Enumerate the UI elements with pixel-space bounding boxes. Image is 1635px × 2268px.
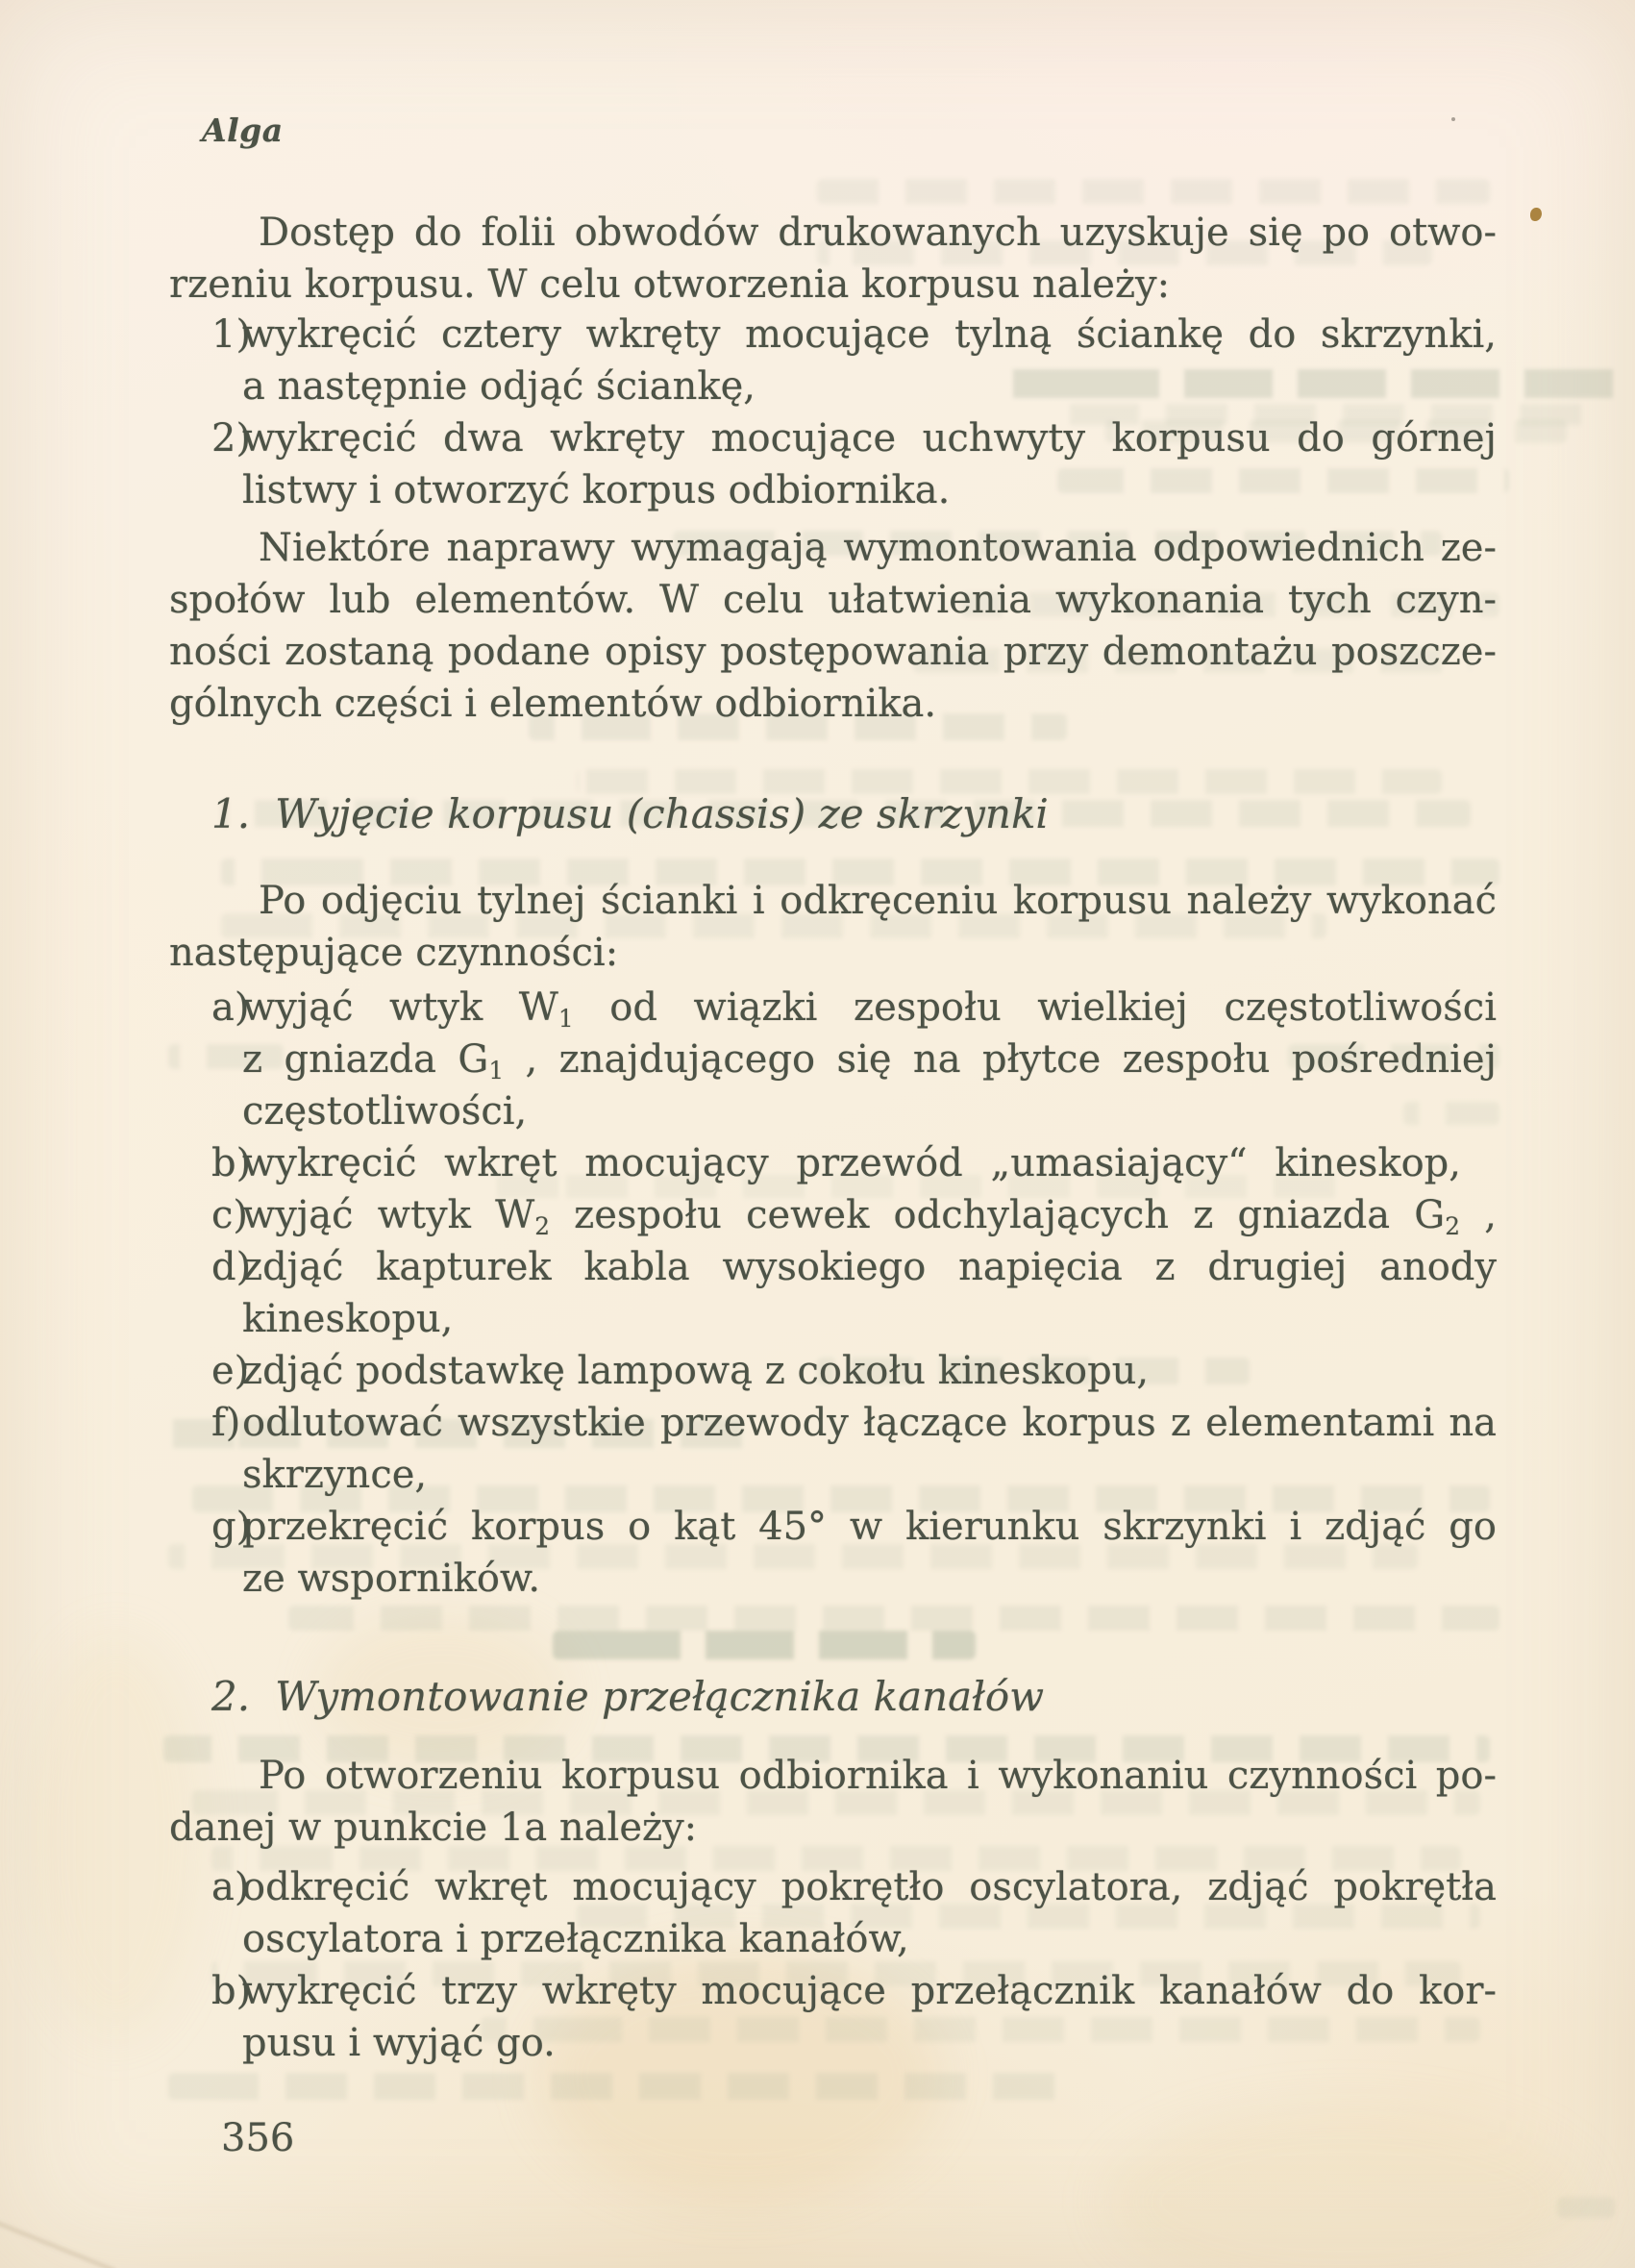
paper-stain [1105,2106,1586,2268]
text-line: ności zostaną podane opisy postępowania przy demontażu poszcze- [169,630,1497,674]
text-line: pusu i wyjąć go. [242,2021,556,2065]
text-line: listwy i otworzyć korpus odbiornika. [242,468,951,512]
text-line: wyjąć wtyk $W_2$ zespołu cewek odchylających z gniazda $G_2$ , [242,1193,1497,1240]
paragraph-access-intro [169,207,1497,311]
paragraph-repairs-note [169,522,1497,730]
list-marker: b) [211,1141,252,1185]
list-item-e [169,1345,1497,1397]
page-number: 356 [221,2116,295,2160]
list-marker: 1) [211,312,252,357]
text-line: oscylatora i przełącznika kanałów, [242,1917,909,1961]
text-line: gólnych części i elementów odbiornika. [169,682,937,726]
list-item-d [169,1241,1497,1345]
list-marker: e) [211,1349,250,1393]
section-heading-2 [169,1671,1497,1723]
text-line: wykręcić cztery wkręty mocujące tylną ściankę do skrzynki, [242,312,1497,357]
text-line: wykręcić dwa wkręty mocujące uchwyty korpusu do górnej [242,416,1497,461]
list-item-1 [169,309,1497,412]
text-line: przekręcić korpus o kąt 45° w kierunku skrzynki i zdjąć go [242,1505,1497,1549]
list-marker: 2) [211,416,252,461]
paper-crease [0,2215,115,2268]
list-item-g [169,1501,1497,1605]
text-line: wykręcić trzy wkręty mocujące przełącznik kanałów do kor- [242,1969,1497,2013]
text-line: a następnie odjąć ściankę, [242,364,756,409]
text-line: odkręcić wkręt mocujący pokrętło oscylatora, zdjąć pokrętła [242,1865,1497,1909]
list-marker: a) [211,985,250,1030]
bleedthrough-text [553,1631,976,1659]
text-line: danej w punkcie 1a należy: [169,1806,698,1850]
list-item-a [169,1861,1497,1965]
list-item-b [169,1137,1497,1189]
list-item-a [169,982,1497,1137]
text-line: odlutować wszystkie przewody łączące korpus z elementami na [242,1401,1497,1445]
paragraph-section2-intro [169,1750,1497,1854]
text-line: Niektóre naprawy wymagają wymontowania odpowiednich ze- [259,526,1497,570]
list-marker: c) [211,1193,249,1237]
bleedthrough-text [817,179,1490,204]
section-title: Wymontowanie przełącznika kanałów [275,1673,1045,1720]
text-line: zdjąć podstawkę lampową z cokołu kineskopu, [242,1349,1150,1393]
list-marker: b) [211,1969,252,2013]
numbered-list-opening-steps [169,309,1497,516]
bleedthrough-text [168,2073,1081,2100]
text-line: częstotliwości, [242,1089,528,1134]
list-marker: a) [211,1865,250,1909]
text-line: Dostęp do folii obwodów drukowanych uzyskuje się po otwo- [259,211,1497,255]
text-line: Po otworzeniu korpusu odbiornika i wykonaniu czynności po- [259,1754,1497,1798]
text-line: następujące czynności: [169,931,619,975]
bleedthrough-text [1557,2197,1615,2218]
paragraph-section1-intro [169,875,1497,979]
text-line: wykręcić wkręt mocujący przewód „umasiający“ kineskop, [242,1141,1461,1185]
list-item-c [169,1189,1497,1241]
text-line: kineskopu, [242,1297,454,1341]
section-heading-1 [169,788,1497,840]
text-line: Po odjęciu tylnej ścianki i odkręceniu korpusu należy wykonać [259,879,1497,923]
section-title: Wyjęcie korpusu (chassis) ze skrzynki [275,790,1049,837]
bleedthrough-text [288,1606,1499,1631]
text-line: społów lub elementów. W celu ułatwienia wykonania tych czyn- [169,578,1497,622]
list-item-2 [169,412,1497,516]
paper-speck-brown [1530,208,1542,221]
text-line: ze wsporników. [242,1557,541,1601]
text-line: skrzynce, [242,1453,428,1497]
text-line: z gniazda $G_1$ , znajdującego się na płytce zespołu pośredniej [242,1037,1497,1084]
list-marker: d) [211,1245,252,1289]
paper-speck-small [1451,117,1455,121]
text-line: wyjąć wtyk $W_1$ od wiązki zespołu wielkiej częstotliwości [242,985,1497,1033]
text-line: zdjąć kapturek kabla wysokiego napięcia z drugiej anody [242,1245,1497,1289]
list-marker: g) [211,1505,252,1549]
lettered-list-switch-removal [169,1861,1497,2069]
lettered-list-chassis-removal [169,982,1497,1605]
brand-header: Alga [202,112,284,149]
list-marker: f) [211,1401,241,1445]
text-line: rzeniu korpusu. W celu otworzenia korpusu należy: [169,262,1171,307]
list-item-b [169,1965,1497,2069]
section-number: 2. [211,1673,251,1720]
list-item-f [169,1397,1497,1501]
section-number: 1. [211,790,251,837]
